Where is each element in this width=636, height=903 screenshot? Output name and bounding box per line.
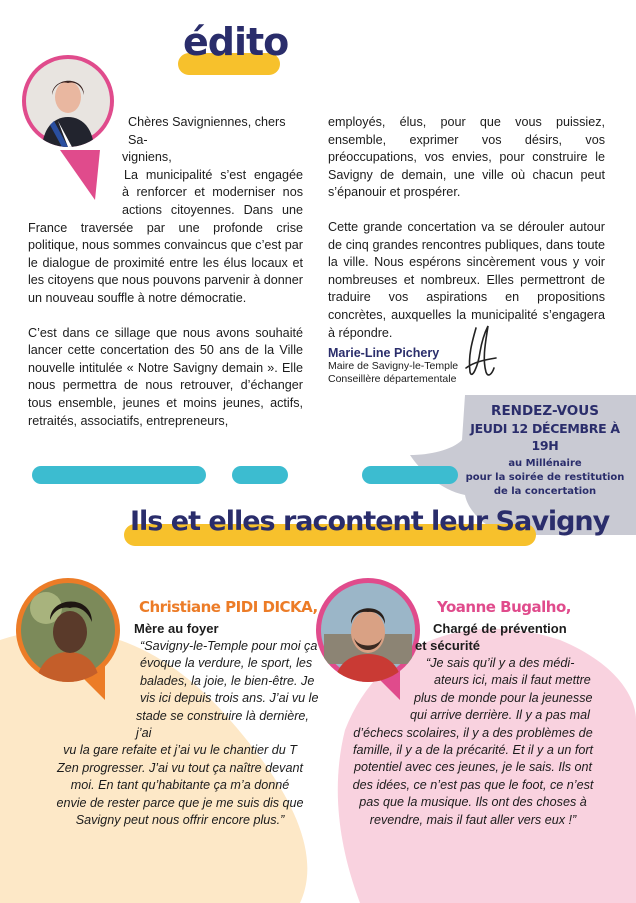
person2-quote-line: pas que la musique. Ils ont des choses à xyxy=(359,795,587,810)
person1-quote xyxy=(40,638,320,829)
person2-quote-line: qui arrive derrière. Il y a pas mal xyxy=(410,708,590,723)
edito-title: édito xyxy=(183,20,289,64)
person2-quote-line: plus de monde pour la jeunesse xyxy=(414,690,593,705)
person1-quote-line: Savigny peut nous offrir encore plus.” xyxy=(75,813,285,828)
signature-title-2: Conseillère départementale xyxy=(328,373,457,385)
edito-col1-line5: actions citoyennes. Dans une xyxy=(122,202,303,217)
person1-role: Mère au foyer xyxy=(134,621,219,636)
person2-quote-line: famille, il y a de la précarité. Et il y a un fort xyxy=(352,743,594,758)
person1-quote-line: envie de rester parce que je me suis dis que xyxy=(56,795,304,810)
rendezvous-title: RENDEZ-VOUS xyxy=(491,403,599,419)
edito-col1-paragraph1-rest: France traversée par une profonde crise politique, nous sommes convaincus que c’est par le dialogue de proximité entre les élus locaux et les citoyens que nous pouvons parvenir à donner un nouveau souffle à notre démocratie. xyxy=(28,220,303,305)
rendezvous-place: au Millénaire xyxy=(508,458,582,469)
section2-title: Ils et elles racontent leur Savigny xyxy=(130,506,610,537)
rendezvous-date: JEUDI 12 DÉCEMBRE À 19H xyxy=(470,421,620,453)
person2-quote-line: potentiel avec ces jeunes, je le sais. Ils ont xyxy=(353,760,592,775)
person1-quote-line: stade se construire là dernière, j’ai xyxy=(136,708,309,741)
edito-col1-line1: Chères Savigniennes, chers Sa- xyxy=(128,115,286,147)
signature-title-1: Maire de Savigny-le-Temple xyxy=(328,360,459,372)
person2-quote-line: d’échecs scolaires, il y a des problèmes de xyxy=(353,725,593,740)
person1-quote-line: balades, la joie, le bien-être. Je xyxy=(140,673,315,688)
person2-quote-line: ateurs ici, mais il faut mettre xyxy=(434,673,591,688)
person2-name: Yoanne Bugalho, xyxy=(437,598,571,616)
divider-dash-1 xyxy=(32,466,206,484)
edito-col1-line2: vigniens, xyxy=(122,150,172,165)
person1-quote-line: moi. En tant qu’habitante ça m’a donné xyxy=(70,778,290,793)
person1-quote-line: évoque la verdure, le sport, les xyxy=(140,656,313,671)
edito-col1-line3: La municipalité s’est engagée xyxy=(124,167,303,182)
edito-column-1 xyxy=(28,114,303,447)
divider-dash-2 xyxy=(232,466,288,484)
edito-col1-line4: à renforcer et moderniser nos xyxy=(122,185,303,200)
rendezvous-box xyxy=(458,403,632,499)
edito-col1-paragraph2: C’est dans ce sillage que nous avons souhaité lancer cette concertation des 50 ans de la Ville nouvelle intitulée « Notre Savigny demain ». Elle nous permettra de nous retrouver, d’échanger tous ensemble, jeunes et moins jeunes, actifs, retraités, associatifs, entrepreneurs, xyxy=(28,325,303,428)
person2-quote-line: des idées, ce n’est pas que le foot, ce n’est xyxy=(352,777,594,792)
rendezvous-event: pour la soirée de restitution xyxy=(465,472,625,483)
person1-name: Christiane PIDI DICKA, xyxy=(139,598,318,616)
person2-role-line1: Chargé de prévention xyxy=(433,621,567,636)
person1-quote-line: vu la gare refaite et j’ai vu le chantier du T xyxy=(63,743,297,758)
edito-col2-paragraph1: employés, élus, pour que vous puissiez, ensemble, exprimer vos désirs, vos préoccupations, vos envies, pour construire le Savigny de demain, une ville où chacun peut s’épanouir et prospérer. xyxy=(328,115,605,200)
person1-quote-line: Zen progresser. J’ai vu tout ça naître devant xyxy=(57,760,303,775)
signature-name: Marie-Line Pichery xyxy=(328,346,440,360)
person1-quote-line: “Savigny-le-Temple pour moi ça xyxy=(140,639,318,653)
edito-col2-paragraph2: Cette grande concertation va se dérouler autour de cinq grandes rencontres publiques, dans toute la ville. Nous espérons sincèrement vous y voir nombreuses et nombreux. Elles permettront de traduire vos aspirations en propositions concrètes, auxquelles la municipalité s’engagera à répondre. xyxy=(328,219,605,340)
person2-role-line2: et sécurité xyxy=(415,638,481,653)
person1-quote-line: vis ici depuis trois ans. J’ai vu le xyxy=(140,691,319,706)
person2-quote-line: “Je sais qu’il y a des médi- xyxy=(426,656,575,670)
person2-quote-line: revendre, mais il faut aller vers eux !” xyxy=(369,812,577,827)
divider-dash-3 xyxy=(362,466,458,484)
signature-mark-icon xyxy=(462,322,502,384)
rendezvous-event-2: de la concertation xyxy=(493,486,597,497)
person2-quote xyxy=(338,655,608,829)
